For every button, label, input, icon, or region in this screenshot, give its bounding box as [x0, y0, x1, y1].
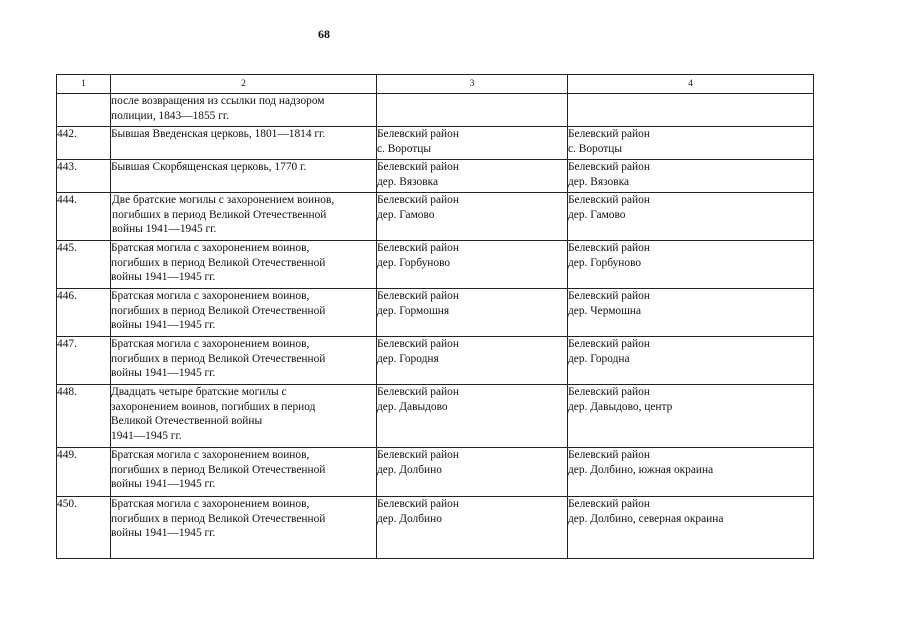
row-number: 446.: [57, 289, 111, 337]
location-district: Белевский район: [377, 290, 459, 302]
row-number: 444.: [57, 193, 111, 241]
object-name-cell: [111, 127, 377, 160]
actual-location-cell: [568, 448, 814, 497]
column-header-actual-location: 4: [568, 75, 814, 94]
row-number: 450.: [57, 497, 111, 559]
actual-location-cell: [568, 193, 814, 241]
actual-location-settlement: дер. Долбино, северная окраина: [568, 512, 724, 525]
object-name-cell: [111, 289, 377, 337]
object-name-line: погибших в период Великой Отечественной: [111, 512, 326, 525]
actual-location-settlement: дер. Долбино, южная окраина: [568, 463, 714, 476]
location-settlement: дер. Городня: [377, 352, 439, 365]
object-name-line: 1941—1945 гг.: [111, 429, 182, 442]
table-row: [57, 160, 814, 193]
object-name-line: Бывшая Скорбященская церковь, 1770 г.: [111, 161, 307, 173]
actual-location-district: Белевский район: [568, 161, 650, 173]
object-name-cell: [111, 241, 377, 289]
row-number: 449.: [57, 448, 111, 497]
location-settlement: дер. Вязовка: [377, 175, 439, 188]
location-cell: [377, 127, 568, 160]
actual-location-district: Белевский район: [568, 290, 650, 302]
location-settlement: с. Воротцы: [377, 142, 432, 155]
location-cell: [377, 94, 568, 127]
table-row: [57, 448, 814, 497]
row-number: [57, 94, 111, 127]
table-row: [57, 193, 814, 241]
location-settlement: дер. Давыдово: [377, 400, 448, 413]
actual-location-district: Белевский район: [568, 242, 650, 254]
location-cell: [377, 160, 568, 193]
object-name-cell: [111, 337, 377, 385]
actual-location-settlement: дер. Горбуново: [568, 256, 642, 269]
location-settlement: дер. Долбино: [377, 512, 442, 525]
row-number: 445.: [57, 241, 111, 289]
object-name-cell: [111, 448, 377, 497]
object-name-line: погибших в период Великой Отечественной: [111, 463, 326, 476]
actual-location-cell: [568, 385, 814, 448]
heritage-registry-table: [56, 74, 814, 559]
location-district: Белевский район: [377, 161, 459, 173]
actual-location-district: Белевский район: [568, 498, 650, 510]
object-name-line: Братская могила с захоронением воинов,: [111, 498, 310, 510]
table-header-row: [57, 75, 814, 94]
location-district: Белевский район: [377, 386, 459, 398]
object-name-cell: [111, 160, 377, 193]
location-district: Белевский район: [377, 194, 459, 206]
location-settlement: дер. Гормошня: [377, 304, 450, 317]
object-name-line: войны 1941—1945 гг.: [111, 527, 216, 540]
actual-location-settlement: дер. Чермошна: [568, 304, 642, 317]
actual-location-cell: [568, 94, 814, 127]
location-district: Белевский район: [377, 449, 459, 461]
object-name-line: погибших в период Великой Отечественной: [111, 256, 326, 269]
object-name-cell: [111, 497, 377, 559]
object-name-line: Две братские могилы с захоронением воинов,: [112, 194, 335, 206]
object-name-line: погибших в период Великой Отечественной: [111, 304, 326, 317]
actual-location-cell: [568, 337, 814, 385]
table-row: [57, 127, 814, 160]
actual-location-district: Белевский район: [568, 338, 650, 350]
table-row: [57, 94, 814, 127]
location-cell: [377, 448, 568, 497]
table-row: [57, 385, 814, 448]
actual-location-settlement: дер. Городна: [568, 352, 630, 365]
row-number: 448.: [57, 385, 111, 448]
actual-location-district: Белевский район: [568, 449, 650, 461]
object-name-line: войны 1941—1945 гг.: [111, 271, 216, 284]
column-header-location: 3: [377, 75, 568, 94]
table-row: [57, 289, 814, 337]
column-header-object: 2: [111, 75, 377, 94]
object-name-line: Братская могила с захоронением воинов,: [111, 338, 310, 350]
object-name-line: войны 1941—1945 гг.: [111, 478, 216, 491]
actual-location-cell: [568, 160, 814, 193]
location-cell: [377, 497, 568, 559]
object-name-line: Братская могила с захоронением воинов,: [111, 242, 310, 254]
location-cell: [377, 193, 568, 241]
object-name-line: погибших в период Великой Отечественной: [112, 208, 327, 221]
object-name-line: полиции, 1843—1855 гг.: [111, 109, 230, 122]
actual-location-settlement: дер. Давыдово, центр: [568, 400, 673, 413]
object-name-line: Братская могила с захоронением воинов,: [111, 449, 310, 461]
object-name-cell: [111, 385, 377, 448]
location-settlement: дер. Гамово: [377, 208, 435, 221]
object-name-cell: [111, 193, 377, 241]
actual-location-cell: [568, 497, 814, 559]
actual-location-district: Белевский район: [568, 194, 650, 206]
row-number: 447.: [57, 337, 111, 385]
row-number: 443.: [57, 160, 111, 193]
object-name-line: Братская могила с захоронением воинов,: [111, 290, 310, 302]
actual-location-district: Белевский район: [568, 128, 650, 140]
location-cell: [377, 241, 568, 289]
actual-location-cell: [568, 127, 814, 160]
object-name-line: войны 1941—1945 гг.: [111, 367, 216, 380]
actual-location-cell: [568, 289, 814, 337]
object-name-line: Великой Отечественной войны: [111, 415, 263, 428]
location-district: Белевский район: [377, 128, 459, 140]
location-cell: [377, 289, 568, 337]
actual-location-settlement: дер. Гамово: [568, 208, 626, 221]
location-settlement: дер. Горбуново: [377, 256, 451, 269]
location-district: Белевский район: [377, 242, 459, 254]
actual-location-cell: [568, 241, 814, 289]
actual-location-district: Белевский район: [568, 386, 650, 398]
object-name-line: после возвращения из ссылки под надзором: [111, 95, 325, 107]
actual-location-settlement: с. Воротцы: [568, 142, 623, 155]
column-header-number: 1: [57, 75, 111, 94]
object-name-line: Двадцать четыре братские могилы с: [111, 386, 287, 398]
row-number: 442.: [57, 127, 111, 160]
location-settlement: дер. Долбино: [377, 463, 442, 476]
object-name-line: Бывшая Введенская церковь, 1801—1814 гг.: [111, 128, 326, 140]
location-cell: [377, 385, 568, 448]
location-district: Белевский район: [377, 498, 459, 510]
object-name-line: погибших в период Великой Отечественной: [111, 352, 326, 365]
object-name-cell: [111, 94, 377, 127]
object-name-line: войны 1941—1945 гг.: [112, 223, 217, 236]
table-row: [57, 497, 814, 559]
object-name-line: войны 1941—1945 гг.: [111, 319, 216, 332]
table-row: [57, 337, 814, 385]
page-number: 68: [318, 27, 330, 41]
object-name-line: захоронением воинов, погибших в период: [111, 400, 316, 413]
location-cell: [377, 337, 568, 385]
location-district: Белевский район: [377, 338, 459, 350]
actual-location-settlement: дер. Вязовка: [568, 175, 630, 188]
table-row: [57, 241, 814, 289]
